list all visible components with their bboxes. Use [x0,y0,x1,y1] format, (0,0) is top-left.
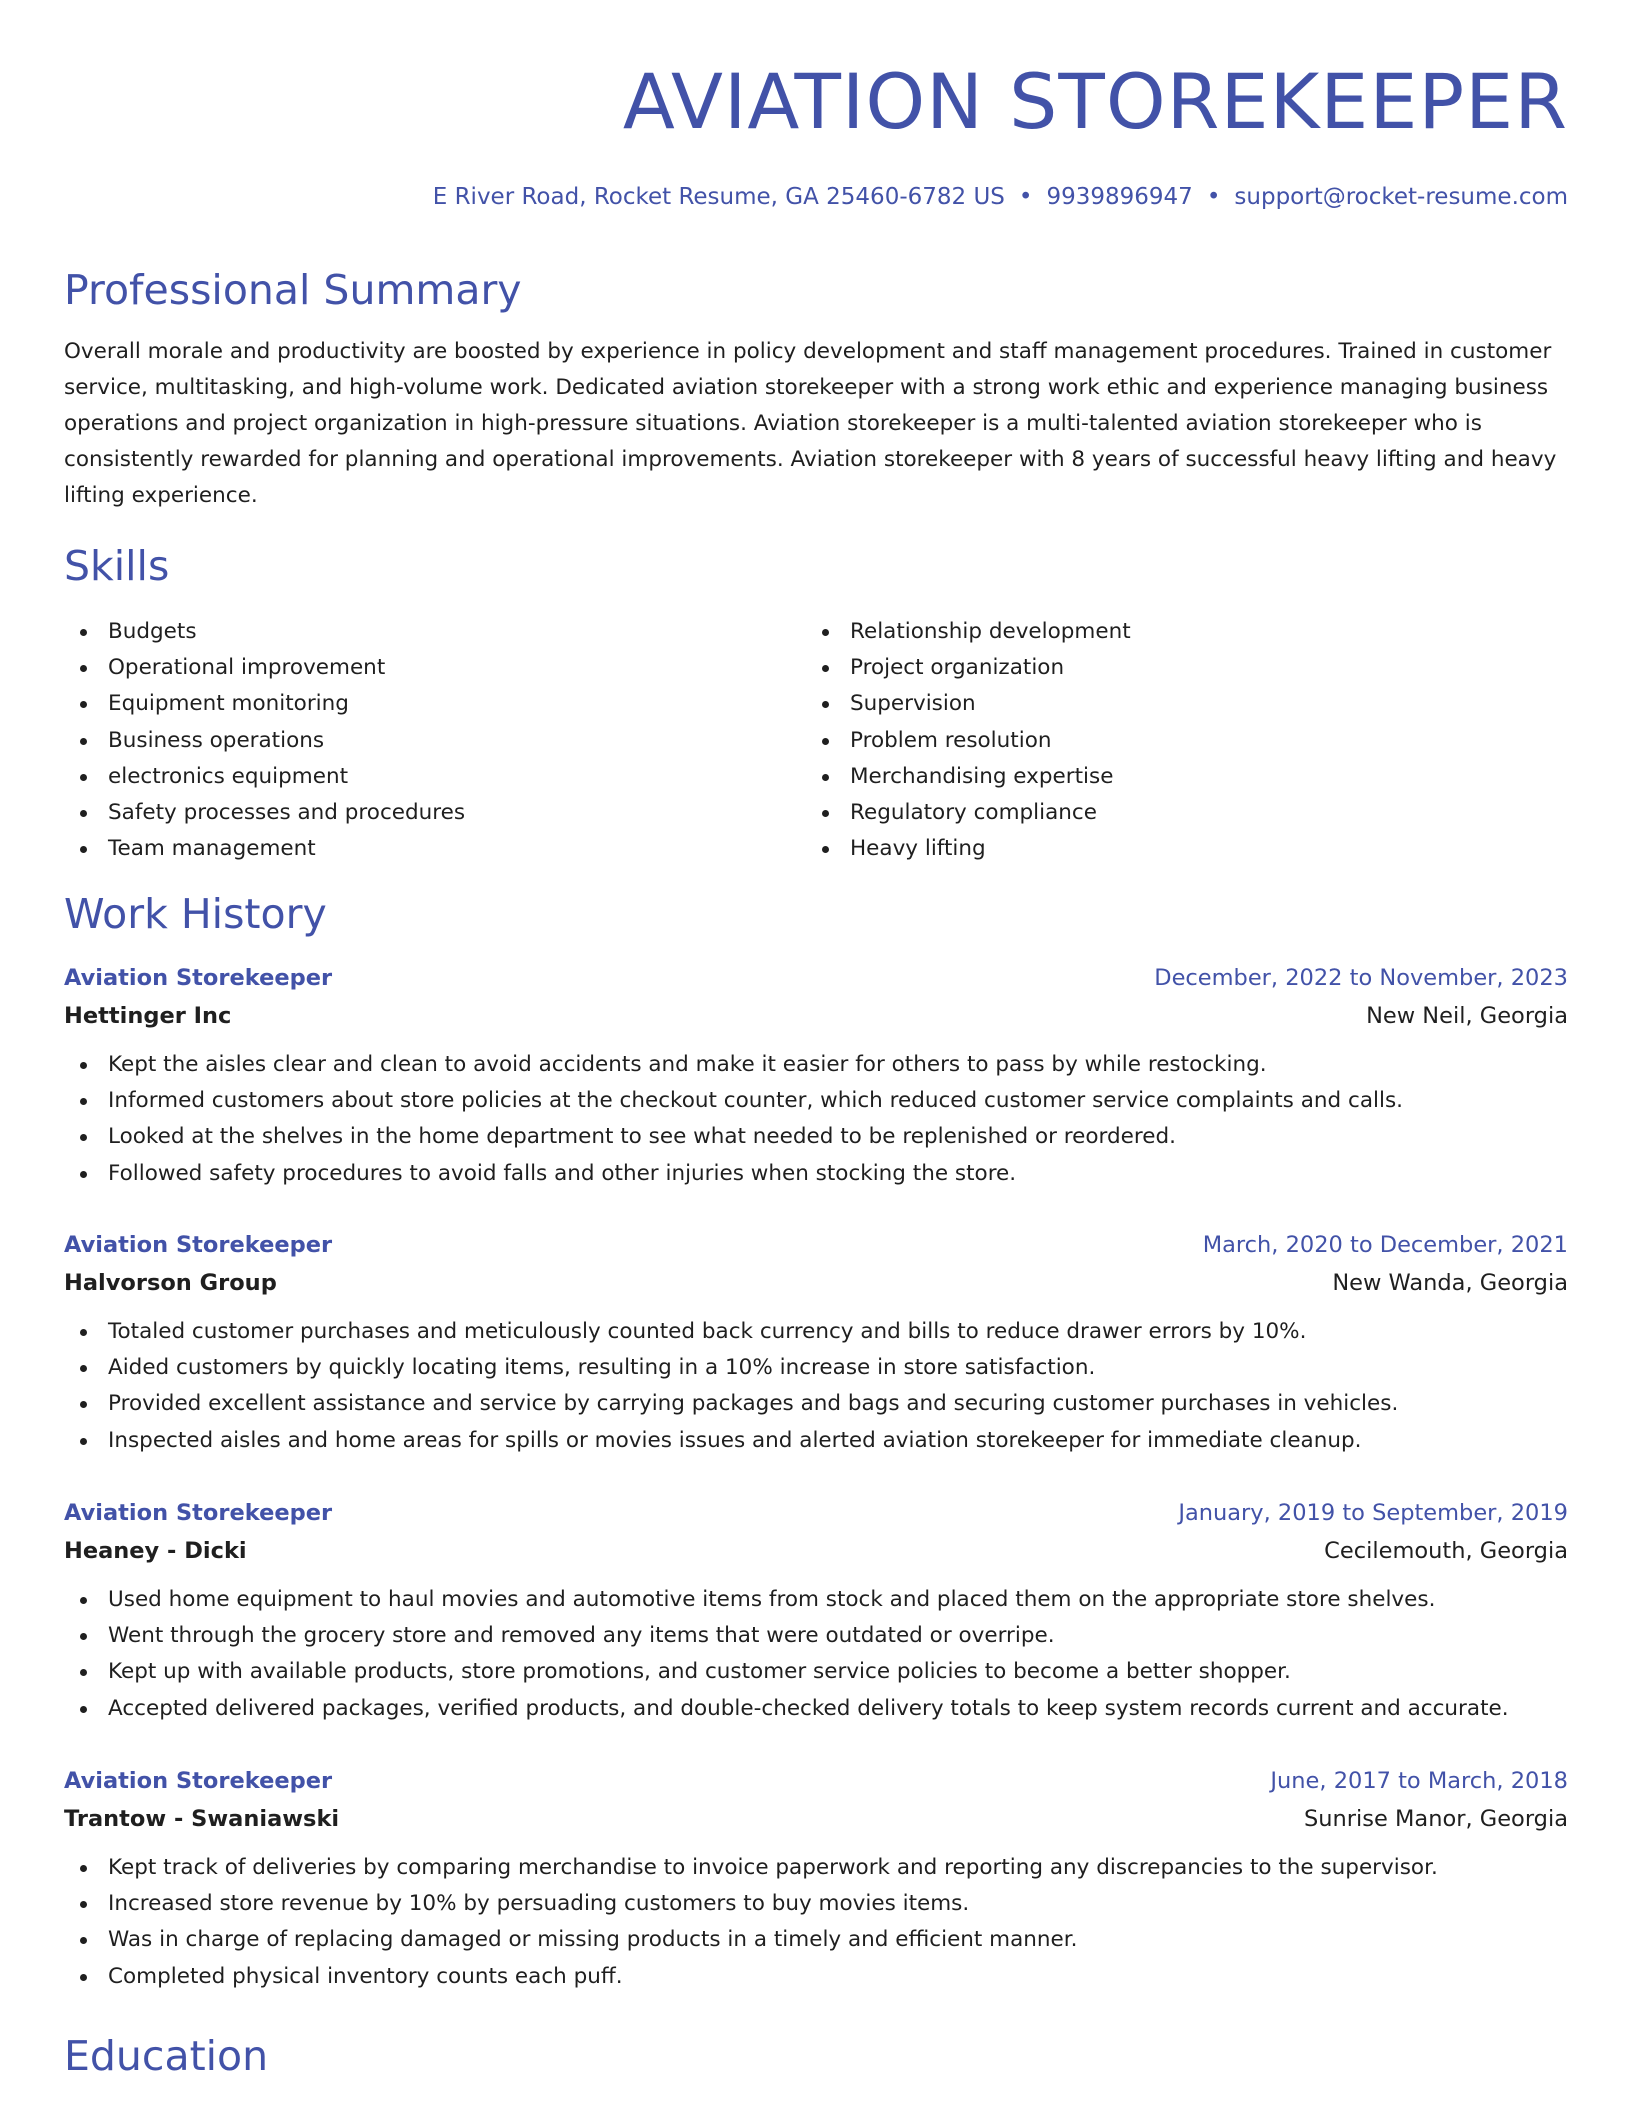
job-location: Sunrise Manor, Georgia [1303,1806,1568,1832]
job-bullet: Was in charge of replacing damaged or missing products in a timely and efficient manner. [64,1922,1568,1958]
job-bullet: Aided customers by quickly locating items, resulting in a 10% increase in store satisfaction. [64,1350,1568,1386]
job-bullet: Kept track of deliveries by comparing merchandise to invoice paperwork and reporting any discrepancies to the supervisor. [64,1850,1568,1886]
job-bullet: Increased store revenue by 10% by persuading customers to buy movies items. [64,1886,1568,1922]
job-bullet: Went through the grocery store and removed any items that were outdated or overripe. [64,1618,1568,1654]
candidate-name: AVIATION STOREKEEPER [622,57,1568,146]
email-link[interactable]: support@rocket-resume.com [1234,184,1568,210]
job-bullet: Informed customers about store policies at the checkout counter, which reduced customer service complaints and calls. [64,1083,1568,1119]
address: E River Road, Rocket Resume, GA 25460-6782 US [432,184,1005,210]
skill-item: Regulatory compliance [806,795,1131,831]
job-location: New Neil, Georgia [1366,1003,1568,1029]
job-entry [64,1494,1568,1727]
skill-item: Safety processes and procedures [64,795,465,831]
skill-item: electronics equipment [64,759,465,795]
job-entry [64,1226,1568,1459]
phone: 9939896947 [1046,184,1193,210]
skill-item: Equipment monitoring [64,686,465,722]
job-bullet: Provided excellent assistance and service by carrying packages and bags and securing customer purchases in vehicles. [64,1386,1568,1422]
company-name: Halvorson Group [64,1270,277,1296]
job-entry [64,1762,1568,1995]
skill-item: Heavy lifting [806,831,1131,867]
job-dates: June, 2017 to March, 2018 [1270,1768,1568,1794]
job-location: Cecilemouth, Georgia [1324,1538,1568,1564]
job-bullet: Kept the aisles clear and clean to avoid accidents and make it easier for others to pass by while restocking. [64,1047,1568,1083]
job-bullet: Followed safety procedures to avoid falls and other injuries when stocking the store. [64,1156,1568,1192]
education-heading: Education [64,2032,269,2080]
job-title: Aviation Storekeeper [64,965,333,991]
skills-list-right [806,614,1131,867]
job-bullets [64,1850,1568,1995]
skill-item: Problem resolution [806,723,1131,759]
job-dates: March, 2020 to December, 2021 [1202,1232,1568,1258]
job-bullet: Kept up with available products, store promotions, and customer service policies to become a better shopper. [64,1654,1568,1690]
skills-list-left [64,614,465,867]
skill-item: Relationship development [806,614,1131,650]
skill-item: Supervision [806,686,1131,722]
company-name: Heaney - Dicki [64,1538,247,1564]
job-location: New Wanda, Georgia [1332,1270,1568,1296]
work-history-heading: Work History [64,890,327,938]
company-name: Hettinger Inc [64,1003,232,1029]
job-title: Aviation Storekeeper [64,1500,333,1526]
job-bullet: Totaled customer purchases and meticulously counted back currency and bills to reduce drawer errors by 10%. [64,1314,1568,1350]
job-dates: December, 2022 to November, 2023 [1154,965,1568,991]
skill-item: Team management [64,831,465,867]
job-title: Aviation Storekeeper [64,1768,333,1794]
summary-heading: Professional Summary [64,266,522,314]
skill-item: Operational improvement [64,650,465,686]
contact-separator: • [1018,184,1033,210]
company-name: Trantow - Swaniawski [64,1806,340,1832]
job-bullets [64,1582,1568,1727]
contact-line [433,180,1568,214]
job-bullets [64,1047,1568,1192]
job-bullet: Accepted delivered packages, verified products, and double-checked delivery totals to keep system records current and accurate. [64,1691,1568,1727]
job-dates: January, 2019 to September, 2019 [1178,1500,1568,1526]
job-bullet: Looked at the shelves in the home department to see what needed to be replenished or reordered. [64,1119,1568,1155]
skill-item: Merchandising expertise [806,759,1131,795]
skills-heading: Skills [64,542,170,590]
skill-item: Budgets [64,614,465,650]
job-title: Aviation Storekeeper [64,1232,333,1258]
job-bullet: Inspected aisles and home areas for spills or movies issues and alerted aviation storekeeper for immediate cleanup. [64,1423,1568,1459]
contact-separator: • [1206,184,1221,210]
skill-item: Business operations [64,723,465,759]
summary-text: Overall morale and productivity are boosted by experience in policy development and staff management procedures. Trained in customer service, multitasking, and high-volume work. Dedicated aviation storekeeper with a strong work ethic and experience managing business operations and project organization in high-pressure situations. Aviation storekeeper is a multi-talented aviation storekeeper who is consistently rewarded for planning and operational improvements. Aviation storekeeper with 8 years of successful heavy lifting and heavy lifting experience. [64,339,1557,508]
skill-item: Project organization [806,650,1131,686]
job-entry [64,959,1568,1192]
job-bullet: Completed physical inventory counts each puff. [64,1959,1568,1995]
job-bullet: Used home equipment to haul movies and automotive items from stock and placed them on the appropriate store shelves. [64,1582,1568,1618]
job-bullets [64,1314,1568,1459]
